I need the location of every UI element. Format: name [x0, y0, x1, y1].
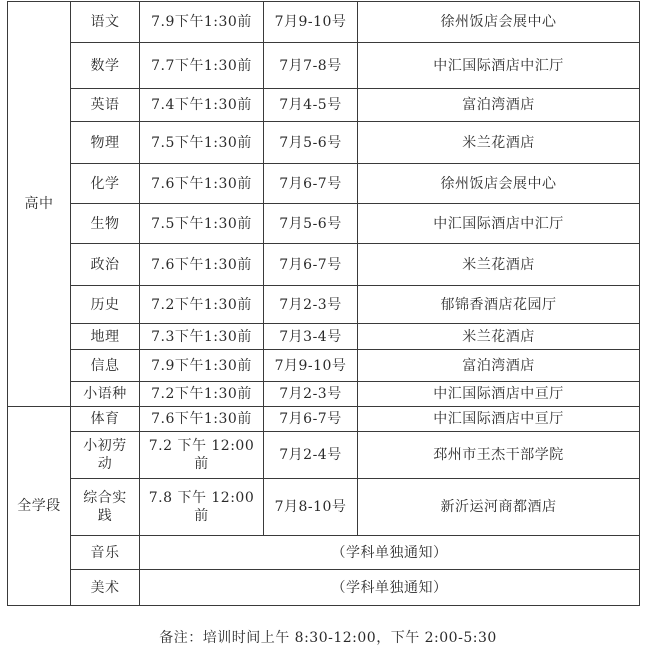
deadline-cell: 7.3下午1:30前 [140, 324, 264, 350]
venue-cell: 富泊湾酒店 [358, 89, 640, 122]
table-row [8, 382, 640, 407]
table-row [8, 479, 640, 536]
subject-cell: 地理 [71, 324, 140, 350]
dates-cell: 7月2-3号 [264, 286, 358, 324]
table-row [8, 89, 640, 122]
notice-cell: （学科单独通知） [140, 570, 640, 606]
table-row [8, 407, 640, 432]
deadline-cell: 7.5下午1:30前 [140, 204, 264, 244]
deadline-cell: 7.6下午1:30前 [140, 244, 264, 286]
venue-cell: 中汇国际酒店中亘厅 [358, 407, 640, 432]
venue-cell: 中汇国际酒店中汇厅 [358, 43, 640, 89]
subject-cell: 政治 [71, 244, 140, 286]
subject-cell: 语文 [71, 2, 140, 43]
dates-cell: 7月5-6号 [264, 204, 358, 244]
dates-cell: 7月3-4号 [264, 324, 358, 350]
dates-cell: 7月6-7号 [264, 164, 358, 204]
subject-cell [71, 479, 140, 536]
venue-cell: 富泊湾酒店 [358, 350, 640, 382]
subject-cell [71, 432, 140, 479]
deadline-cell: 7.2下午1:30前 [140, 286, 264, 324]
dates-cell: 7月7-8号 [264, 43, 358, 89]
dates-cell: 7月2-4号 [264, 432, 358, 479]
venue-cell: 中汇国际酒店中汇厅 [358, 204, 640, 244]
venue-cell: 米兰花酒店 [358, 122, 640, 164]
venue-cell: 郁锦香酒店花园厅 [358, 286, 640, 324]
table-row [8, 122, 640, 164]
subject-line: 动 [97, 456, 113, 472]
dates-cell: 7月2-3号 [264, 382, 358, 407]
subject-cell: 生物 [71, 204, 140, 244]
notice-cell: （学科单独通知） [140, 536, 640, 570]
table-row [8, 324, 640, 350]
subject-cell: 信息 [71, 350, 140, 382]
deadline-cell [140, 432, 264, 479]
table-row [8, 244, 640, 286]
subject-cell: 历史 [71, 286, 140, 324]
subject-cell: 美术 [71, 570, 140, 606]
dates-cell: 7月5-6号 [264, 122, 358, 164]
footnote: 备注：培训时间上午 8:30-12:00，下午 2:00-5:30 [159, 630, 497, 646]
table-row [8, 204, 640, 244]
level-high-school: 高中 [8, 2, 71, 407]
subject-cell: 体育 [71, 407, 140, 432]
subject-line: 综合实 [83, 490, 127, 506]
dates-cell: 7月9-10号 [264, 350, 358, 382]
dates-cell: 7月6-7号 [264, 244, 358, 286]
subject-cell: 数学 [71, 43, 140, 89]
deadline-line: 前 [194, 456, 209, 472]
dates-cell: 7月6-7号 [264, 407, 358, 432]
venue-cell: 米兰花酒店 [358, 324, 640, 350]
venue-cell: 新沂运河商都酒店 [358, 479, 640, 536]
venue-cell: 邳州市王杰干部学院 [358, 432, 640, 479]
venue-cell: 徐州饭店会展中心 [358, 164, 640, 204]
deadline-line: 7.8 下午 12:00 [148, 490, 255, 506]
subject-line: 小初劳 [83, 438, 127, 454]
deadline-cell: 7.6下午1:30前 [140, 407, 264, 432]
table-row [8, 536, 640, 570]
subject-cell: 英语 [71, 89, 140, 122]
table-row [8, 286, 640, 324]
deadline-cell: 7.5下午1:30前 [140, 122, 264, 164]
table-row [8, 350, 640, 382]
deadline-cell: 7.9下午1:30前 [140, 2, 264, 43]
table-row [8, 2, 640, 43]
table-row [8, 164, 640, 204]
training-schedule-table [7, 1, 640, 606]
deadline-line: 7.2 下午 12:00 [148, 438, 255, 454]
deadline-cell: 7.6下午1:30前 [140, 164, 264, 204]
table-row [8, 570, 640, 606]
dates-cell: 7月4-5号 [264, 89, 358, 122]
dates-cell: 7月8-10号 [264, 479, 358, 536]
venue-cell: 中汇国际酒店中亘厅 [358, 382, 640, 407]
table-row [8, 432, 640, 479]
deadline-cell: 7.4下午1:30前 [140, 89, 264, 122]
venue-cell: 米兰花酒店 [358, 244, 640, 286]
deadline-cell: 7.2下午1:30前 [140, 382, 264, 407]
venue-cell: 徐州饭店会展中心 [358, 2, 640, 43]
deadline-cell: 7.9下午1:30前 [140, 350, 264, 382]
deadline-cell: 7.7下午1:30前 [140, 43, 264, 89]
subject-cell: 小语种 [71, 382, 140, 407]
subject-cell: 音乐 [71, 536, 140, 570]
deadline-line: 前 [194, 508, 209, 524]
subject-cell: 物理 [71, 122, 140, 164]
dates-cell: 7月9-10号 [264, 2, 358, 43]
deadline-cell [140, 479, 264, 536]
level-all-stages: 全学段 [8, 407, 71, 606]
subject-cell: 化学 [71, 164, 140, 204]
subject-line: 践 [97, 508, 113, 524]
table-row [8, 43, 640, 89]
